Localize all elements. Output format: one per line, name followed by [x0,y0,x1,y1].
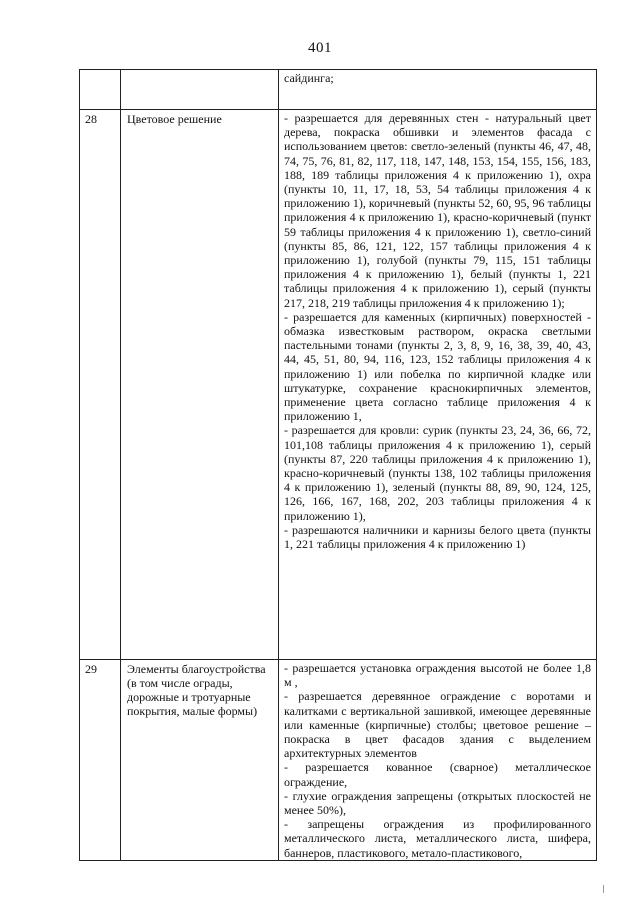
element-cell [121,660,279,861]
table-row [80,660,597,861]
row-number-cell [80,110,121,660]
description-paragraph: - разрешается установка ограждения высотой не более 1,8 м , [284,661,591,690]
row-number: 29 [85,662,97,676]
description-paragraph: сайдинга; [284,71,334,85]
row-number: 28 [85,112,97,126]
description-paragraph: - разрешаются наличники и карнизы белого цвета (пункты 1, 221 таблицы приложения 4 к приложению 1) [284,522,591,552]
description-paragraph: - глухие ограждения запрещены (открытых плоскостей не менее 50%), [284,788,591,818]
element-cell [121,110,279,660]
description-cell [279,660,597,861]
table-row [80,110,597,660]
description-paragraph: - разрешается для кровли: сурик (пункты 23, 24, 36, 66, 72, 101,108 таблицы приложения 4 к приложению 1), серый (пункты 87, 220 таблицы приложения 4 к приложению 1), красно-коричневый (пункты 138, 102 таблицы приложения 4 к приложению 1), зеленый (пункты 88, 89, 90, 124, 125, 126, 166, 167, 168, 202, 203 таблицы приложения 4 к приложению 1), [284,423,591,523]
description-paragraph: - разрешается для каменных (кирпичных) поверхностей - обмазка известковым раствором, окраска светлыми пастельными тонами (пункты 2, 3, 8, 9, 16, 38, 39, 40, 43, 44, 45, 51, 80, 94, 116, 123, 152 таблицы приложения 4 к приложению 1) или побелка по кирпичной кладке или штукатурке, сохранение краснокирпичных элементов, применение цвета согласно таблице приложения 4 к приложению 1, [284,309,591,424]
element-name: Элементы благоустройства (в том числе ограды, дорожные и тротуарные покрытия, малые формы) [127,662,266,718]
table-row [80,70,597,110]
page-number: 401 [308,40,332,56]
row-number [80,70,120,72]
description-paragraph: - разрешается для деревянных стен - натуральный цвет дерева, покраска обшивки и элементов фасада с использованием цветов: светло-зеленый (пункты 46, 47, 48, 74, 75, 76, 81, 82, 117, 118, 147, 148, 153, 154, 155, 156, 183, 188, 189 таблицы приложения 4 к приложению 1), охра (пункты 10, 11, 17, 18, 53, 54 таблицы приложения 4 к приложению 1), коричневый (пункты 52, 60, 95, 96 таблицы приложения 4 к приложению 1), красно-коричневый (пункт 59 таблицы приложения 4 к приложению 1), светло-синий (пункты 85, 86, 121, 122, 157 таблицы приложения 4 к приложению 1), голубой (пункты 79, 115, 151 таблицы приложения 4 к приложению 1), белый (пункты 1, 221 таблицы приложения 4 к приложению 1), серый (пункты 217, 218, 219 таблицы приложения 4 к приложению 1); [284,111,591,310]
row-number-cell [80,660,121,861]
description-cell [279,70,597,110]
description-cell [279,110,597,660]
scan-artifact [603,885,604,893]
row-number-cell [80,70,121,110]
regulations-table [79,69,597,861]
description-paragraph: - запрещены ограждения из профилированного металлического листа, металлического листа, шифера, баннеров, пластикового, метало-пластикового, [284,817,591,860]
description-paragraph: - разрешается кованное (сварное) металлическое ограждение, [284,760,591,789]
element-name [121,70,278,72]
description-paragraph: - разрешается деревянное ограждение с воротами и калитками с вертикальной зашивкой, имеющее деревянные или каменные (кирпичные) столбы; цветовое решение – покраска в цвет фасадов здания с выделением архитектурных элементов [284,689,591,761]
element-name: Цветовое решение [127,112,222,126]
element-cell [121,70,279,110]
